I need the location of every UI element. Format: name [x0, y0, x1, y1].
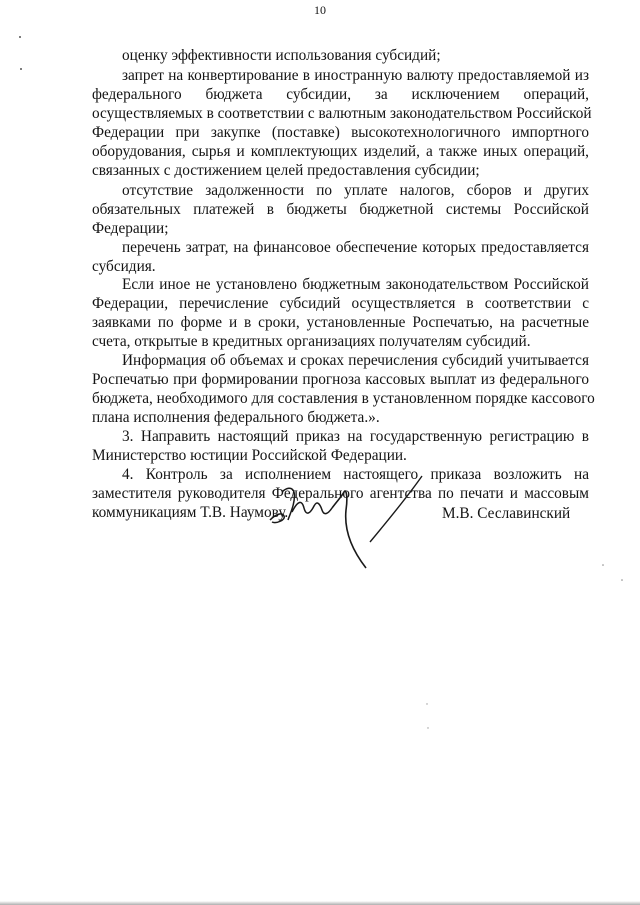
text-line: счета, открытые в кредитных организациях получателям субсидий. — [92, 333, 531, 350]
text-line: Роспечатью при формировании прогноза кассовых выплат из федерального — [92, 371, 589, 388]
handwritten-signature — [262, 470, 432, 590]
text-line: Министерство юстиции Российской Федерации. — [92, 447, 407, 464]
text-line: федерального бюджета субсидии, за исключением операций, — [92, 86, 589, 103]
text-line: заместителя руководителя Федерального агентства по печати и массовым — [92, 485, 589, 502]
text-line: плана исполнения федерального бюджета.». — [92, 409, 380, 426]
text-line: Федерации; — [92, 220, 169, 237]
scan-speck — [425, 700, 431, 740]
text-line: отсутствие задолженности по уплате налогов, сборов и других — [122, 182, 589, 199]
scan-speck — [18, 35, 24, 75]
text-line: связанных с достижением целей предоставления субсидии; — [92, 162, 480, 179]
text-line: осуществляемых в соответствии с валютным законодательством Российской — [92, 105, 592, 122]
scan-bottom-edge — [0, 901, 640, 905]
text-line: оборудования, сырья и комплектующих изделий, а также иных операций, — [92, 143, 589, 160]
text-line: 4. Контроль за исполнением настоящего приказа возложить на — [122, 466, 589, 483]
text-line: Федерации, перечисление субсидий осуществляется в соответствии с — [92, 295, 589, 312]
text-line: Информация об объемах и сроках перечисления субсидий учитывается — [122, 352, 589, 369]
scan-speck — [600, 560, 630, 590]
text-line: Федерации при закупке (поставке) высокотехнологичного импортного — [92, 124, 589, 141]
text-line: бюджета, необходимого для составления в установленном порядке кассового — [92, 390, 595, 407]
signatory-name: М.В. Сеславинский — [442, 505, 571, 522]
page-number: 10 — [314, 3, 326, 17]
text-line: перечень затрат, на финансовое обеспечение которых предоставляется — [122, 239, 589, 256]
text-line: 3. Направить настоящий приказ на государственную регистрацию в — [122, 428, 589, 445]
text-line: обязательных платежей в бюджеты бюджетной системы Российской — [92, 201, 589, 218]
text-line: запрет на конвертирование в иностранную валюту предоставляемой из — [122, 67, 589, 84]
text-line: Если иное не установлено бюджетным законодательством Российской — [122, 276, 589, 293]
text-line: заявками по форме и в сроки, установленные Роспечатью, на расчетные — [92, 314, 589, 331]
text-line: коммуникациям Т.В. Наумову. — [92, 504, 289, 521]
text-line: оценку эффективности использования субсидий; — [122, 47, 441, 64]
text-line: субсидия. — [92, 258, 156, 275]
